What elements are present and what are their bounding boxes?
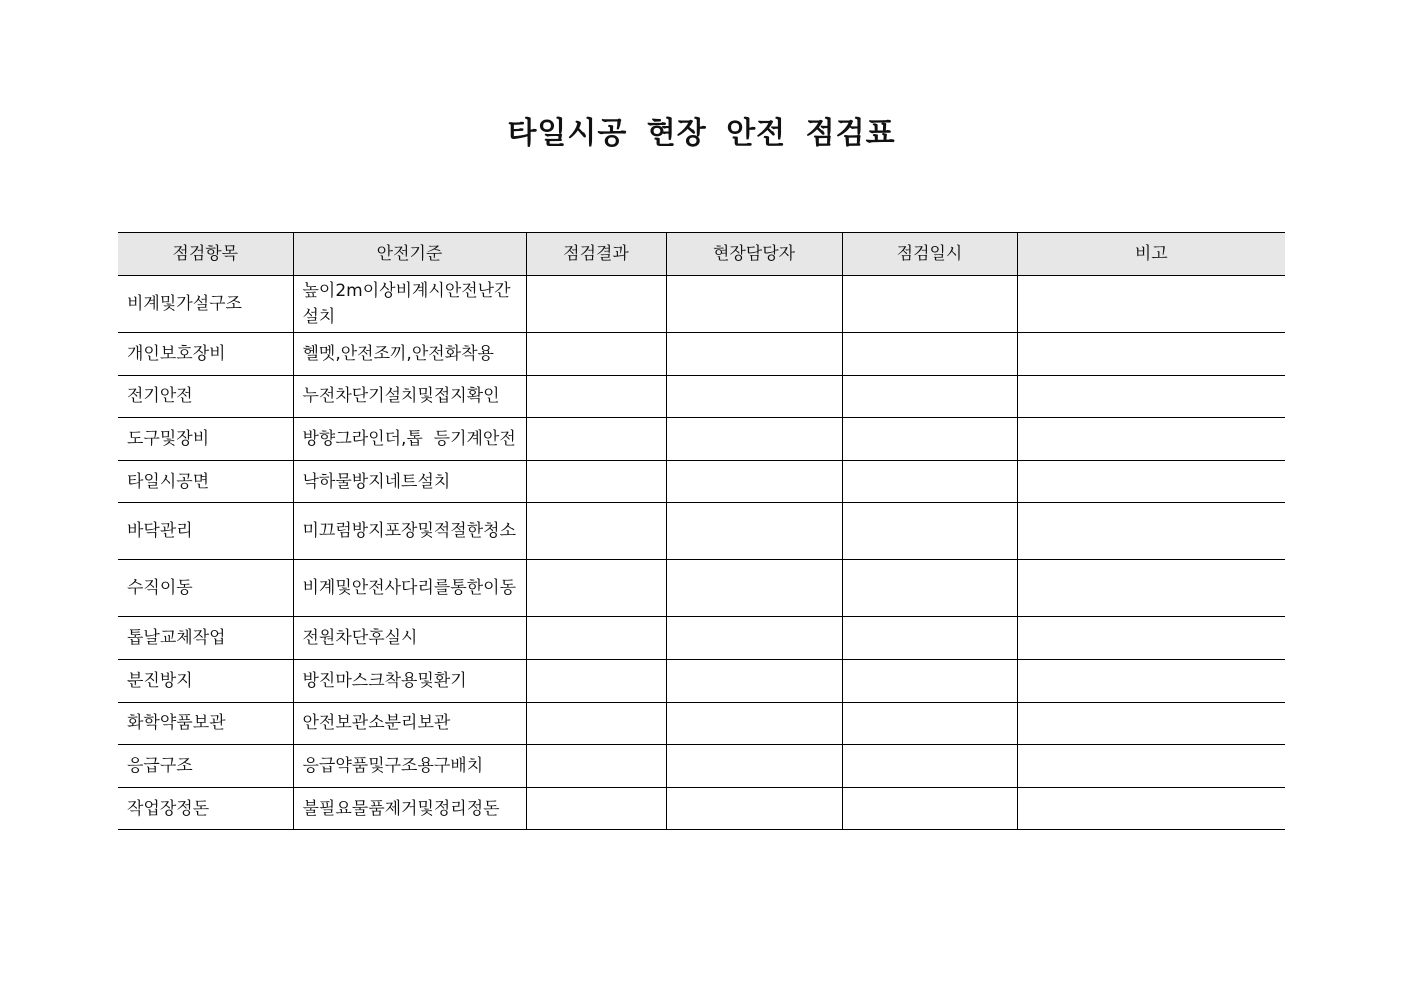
cell-note[interactable] xyxy=(1017,787,1285,830)
table-row xyxy=(118,745,1285,788)
cell-manager[interactable] xyxy=(666,659,842,702)
cell-standard: 누전차단기설치및접지확인 xyxy=(293,375,526,418)
cell-datetime[interactable] xyxy=(842,787,1017,830)
cell-datetime[interactable] xyxy=(842,333,1017,376)
cell-note[interactable] xyxy=(1017,702,1285,745)
document-title: 타일시공 현장 안전 점검표 xyxy=(507,116,896,151)
cell-item: 분진방지 xyxy=(118,659,293,702)
cell-manager[interactable] xyxy=(666,702,842,745)
cell-item: 도구및장비 xyxy=(118,418,293,461)
cell-manager[interactable] xyxy=(666,745,842,788)
cell-datetime[interactable] xyxy=(842,617,1017,660)
cell-standard: 안전보관소분리보관 xyxy=(293,702,526,745)
table-row xyxy=(118,375,1285,418)
cell-note[interactable] xyxy=(1017,745,1285,788)
cell-item: 응급구조 xyxy=(118,745,293,788)
cell-manager[interactable] xyxy=(666,560,842,617)
cell-note[interactable] xyxy=(1017,503,1285,560)
table-row xyxy=(118,659,1285,702)
cell-result[interactable] xyxy=(526,333,666,376)
header-safety-standard: 안전기준 xyxy=(293,233,526,276)
cell-item: 비계및가설구조 xyxy=(118,276,293,333)
cell-note[interactable] xyxy=(1017,617,1285,660)
cell-standard: 높이2m이상비계시안전난간설치 xyxy=(293,276,526,333)
header-inspection-item: 점검항목 xyxy=(118,233,293,276)
cell-item: 개인보호장비 xyxy=(118,333,293,376)
cell-manager[interactable] xyxy=(666,333,842,376)
header-site-manager: 현장담당자 xyxy=(666,233,842,276)
cell-standard: 비계및안전사다리를통한이동 xyxy=(293,560,526,617)
cell-result[interactable] xyxy=(526,460,666,503)
cell-standard: 불필요물품제거및정리정돈 xyxy=(293,787,526,830)
cell-result[interactable] xyxy=(526,787,666,830)
cell-standard: 헬멧,안전조끼,안전화착용 xyxy=(293,333,526,376)
table-row xyxy=(118,460,1285,503)
safety-checklist-table xyxy=(118,232,1285,830)
cell-result[interactable] xyxy=(526,745,666,788)
table-row xyxy=(118,276,1285,333)
cell-note[interactable] xyxy=(1017,460,1285,503)
cell-datetime[interactable] xyxy=(842,460,1017,503)
cell-datetime[interactable] xyxy=(842,418,1017,461)
cell-standard: 응급약품및구조용구배치 xyxy=(293,745,526,788)
header-inspection-result: 점검결과 xyxy=(526,233,666,276)
cell-note[interactable] xyxy=(1017,276,1285,333)
header-inspection-datetime: 점검일시 xyxy=(842,233,1017,276)
cell-manager[interactable] xyxy=(666,460,842,503)
cell-result[interactable] xyxy=(526,418,666,461)
header-note: 비고 xyxy=(1017,233,1285,276)
cell-result[interactable] xyxy=(526,503,666,560)
table-row xyxy=(118,333,1285,376)
table-row xyxy=(118,418,1285,461)
cell-note[interactable] xyxy=(1017,418,1285,461)
cell-manager[interactable] xyxy=(666,418,842,461)
cell-note[interactable] xyxy=(1017,375,1285,418)
table-row xyxy=(118,702,1285,745)
cell-result[interactable] xyxy=(526,276,666,333)
cell-item: 수직이동 xyxy=(118,560,293,617)
cell-standard: 전원차단후실시 xyxy=(293,617,526,660)
cell-item: 작업장정돈 xyxy=(118,787,293,830)
table-row xyxy=(118,617,1285,660)
table-row xyxy=(118,503,1285,560)
cell-result[interactable] xyxy=(526,702,666,745)
cell-datetime[interactable] xyxy=(842,503,1017,560)
cell-result[interactable] xyxy=(526,375,666,418)
cell-standard: 낙하물방지네트설치 xyxy=(293,460,526,503)
cell-manager[interactable] xyxy=(666,617,842,660)
cell-datetime[interactable] xyxy=(842,375,1017,418)
table-row xyxy=(118,787,1285,830)
cell-item: 톱날교체작업 xyxy=(118,617,293,660)
cell-standard: 미끄럼방지포장및적절한청소 xyxy=(293,503,526,560)
cell-item: 타일시공면 xyxy=(118,460,293,503)
cell-standard: 방진마스크착용및환기 xyxy=(293,659,526,702)
cell-note[interactable] xyxy=(1017,659,1285,702)
cell-result[interactable] xyxy=(526,560,666,617)
cell-manager[interactable] xyxy=(666,276,842,333)
cell-note[interactable] xyxy=(1017,560,1285,617)
cell-manager[interactable] xyxy=(666,503,842,560)
cell-note[interactable] xyxy=(1017,333,1285,376)
cell-item: 바닥관리 xyxy=(118,503,293,560)
cell-datetime[interactable] xyxy=(842,659,1017,702)
cell-datetime[interactable] xyxy=(842,702,1017,745)
cell-manager[interactable] xyxy=(666,787,842,830)
header-row xyxy=(118,233,1285,276)
cell-item: 전기안전 xyxy=(118,375,293,418)
cell-datetime[interactable] xyxy=(842,745,1017,788)
cell-result[interactable] xyxy=(526,659,666,702)
cell-datetime[interactable] xyxy=(842,276,1017,333)
cell-standard: 방향그라인더,톱 등기계안전 xyxy=(293,418,526,461)
cell-result[interactable] xyxy=(526,617,666,660)
table-row xyxy=(118,560,1285,617)
cell-item: 화학약품보관 xyxy=(118,702,293,745)
cell-datetime[interactable] xyxy=(842,560,1017,617)
cell-manager[interactable] xyxy=(666,375,842,418)
